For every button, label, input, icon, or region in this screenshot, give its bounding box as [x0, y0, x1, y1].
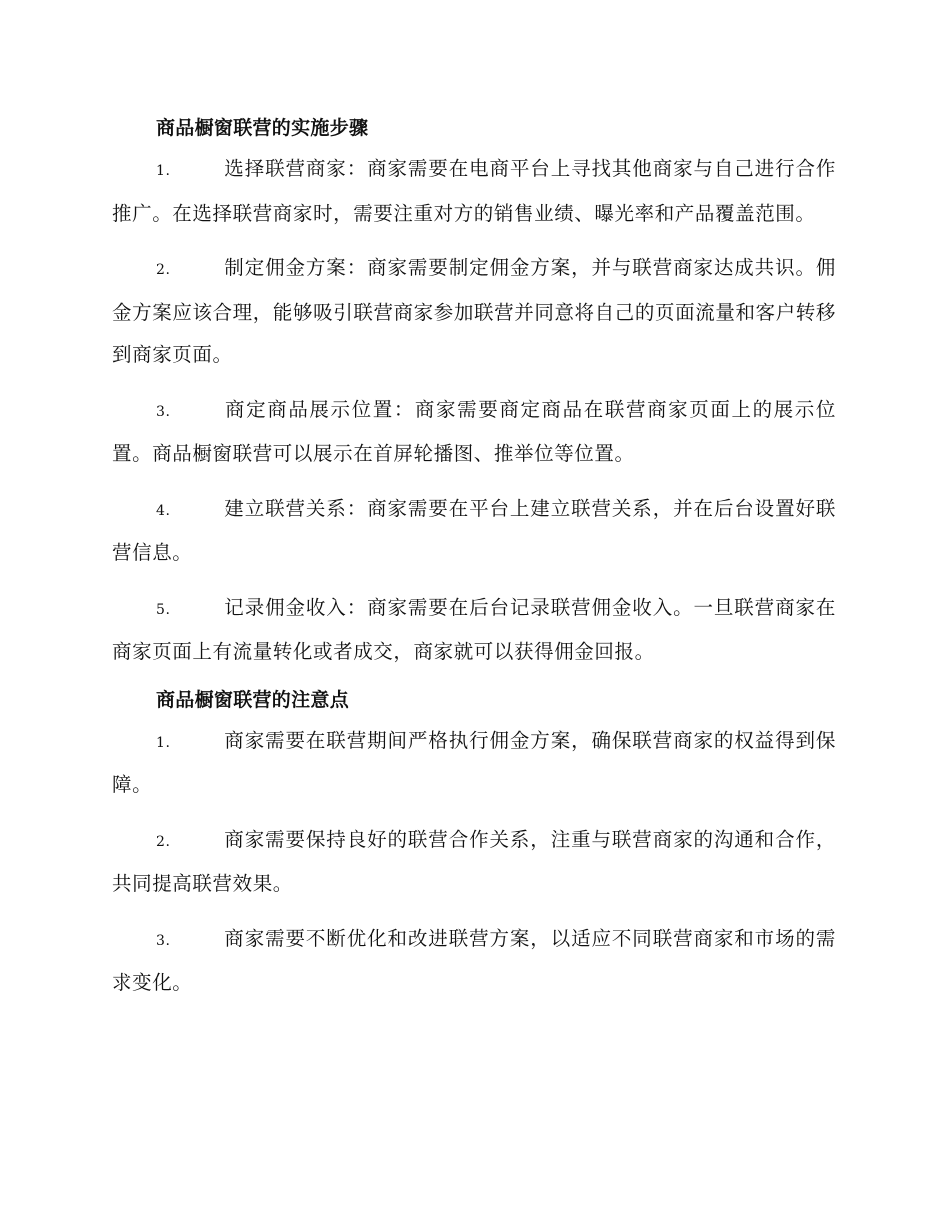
document-page	[112, 108, 836, 1017]
section-heading-notes: 商品橱窗联营的注意点	[156, 688, 350, 711]
list-item-text: 商家需要不断优化和改进联营方案，以适应不同联营商家和市场的需求变化。	[112, 926, 836, 994]
list-item-number: 1.	[156, 734, 171, 751]
list-item-number: 2.	[156, 262, 171, 278]
list-item-number: 3.	[156, 403, 171, 420]
list-item	[112, 389, 836, 476]
list-item-number: 2.	[156, 833, 171, 850]
section-heading-steps: 商品橱窗联营的实施步骤	[156, 117, 369, 139]
list-item-number: 1.	[156, 163, 171, 179]
list-item-text: 商家需要在联营期间严格执行佣金方案，确保联营商家的权益得到保障。	[112, 728, 836, 796]
list-item	[112, 720, 836, 807]
notes-list	[112, 720, 836, 1005]
list-item-text: 建立联营关系：商家需要在平台上建立联营关系，并在后台设置好联营信息。	[112, 496, 836, 564]
list-item-text: 制定佣金方案：商家需要制定佣金方案，并与联营商家达成共识。佣金方案应该合理，能够吸引联营商家参加联营并同意将自己的页面流量和客户转移到商家页面。	[112, 256, 836, 366]
list-item-text: 选择联营商家：商家需要在电商平台上寻找其他商家与自己进行合作推广。在选择联营商家时，需要注重对方的销售业绩、曝光率和产品覆盖范围。	[112, 157, 836, 225]
list-item-number: 4.	[156, 502, 171, 519]
list-item	[112, 819, 836, 906]
list-item	[112, 488, 836, 575]
list-item-number: 5.	[156, 601, 171, 618]
list-item	[112, 918, 836, 1005]
list-item-text: 商家需要保持良好的联营合作关系，注重与联营商家的沟通和合作，共同提高联营效果。	[112, 827, 836, 895]
steps-list	[112, 148, 836, 674]
list-item	[112, 247, 836, 377]
list-item-text: 记录佣金收入：商家需要在后台记录联营佣金收入。一旦联营商家在商家页面上有流量转化或者成交，商家就可以获得佣金回报。	[112, 595, 836, 663]
list-item-text: 商定商品展示位置：商家需要商定商品在联营商家页面上的展示位置。商品橱窗联营可以展示在首屏轮播图、推举位等位置。	[112, 397, 836, 465]
list-item	[112, 587, 836, 674]
list-item	[112, 148, 836, 235]
list-item-number: 3.	[156, 932, 171, 949]
